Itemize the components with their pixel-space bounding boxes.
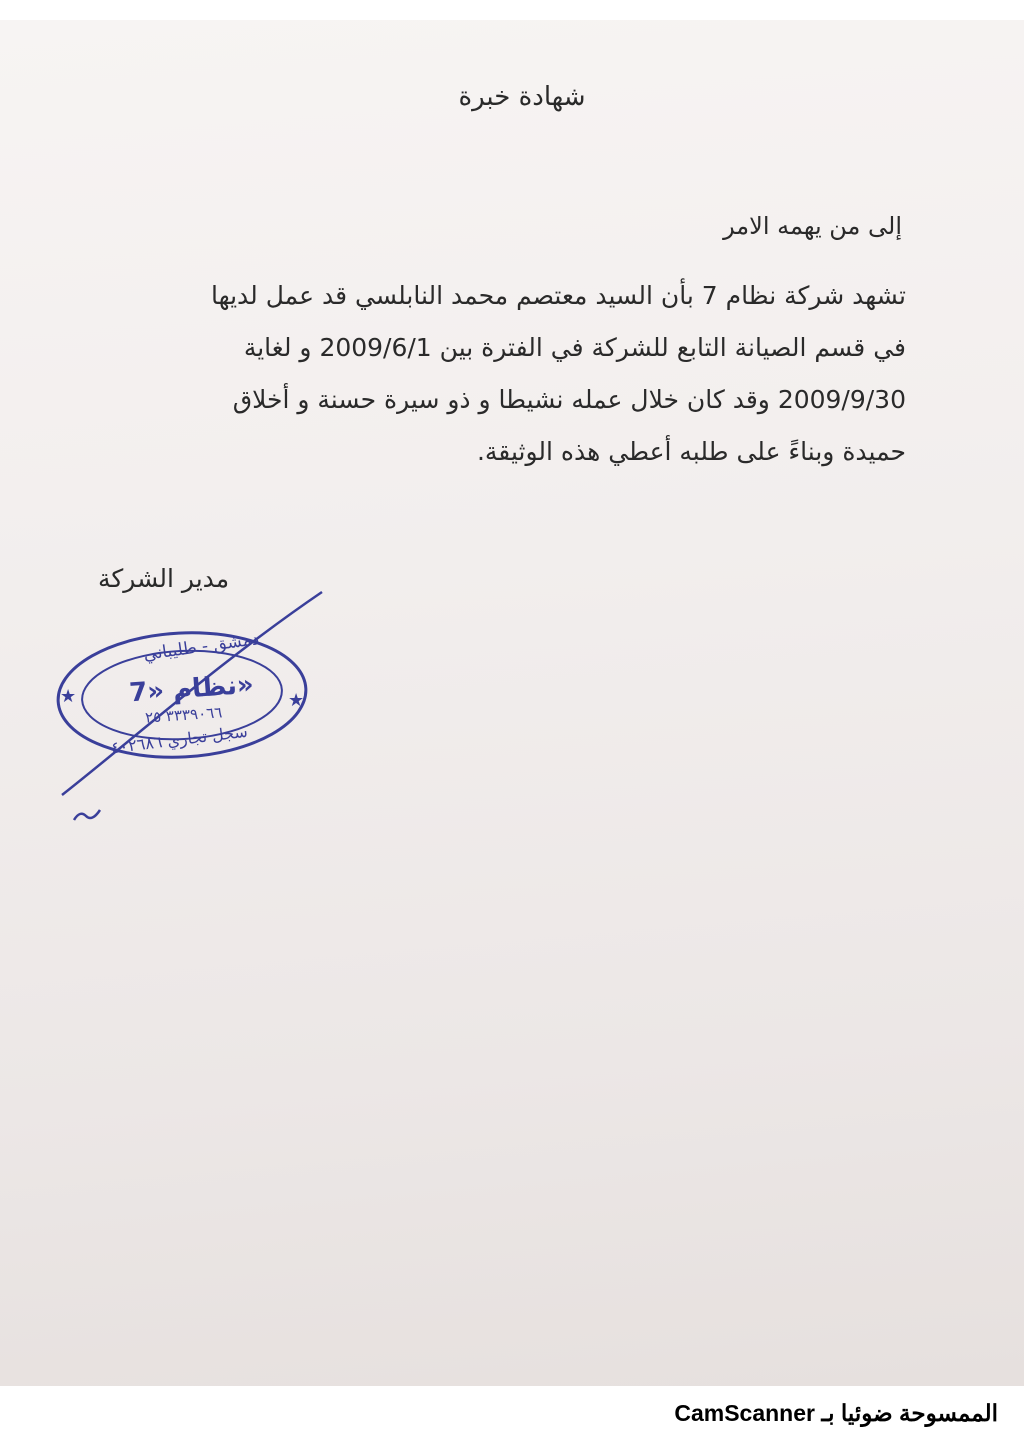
scanner-watermark-text: الممسوحة ضوئيا بـ CamScanner — [674, 1400, 998, 1426]
page-title: شهادة خبرة — [458, 82, 586, 112]
company-stamp — [52, 580, 332, 840]
scanner-footer — [0, 1386, 1024, 1449]
stamp-text-top: دمشق - طليباني — [142, 629, 261, 666]
salutation: إلى من يهمه الامر — [723, 212, 902, 240]
body-line: حميدة وبناءً على طلبه أعطي هذه الوثيقة. — [476, 437, 906, 466]
stamp-text-number: ٣٣٣٩٠٦٦ ٢٥ — [144, 703, 223, 727]
body-line: 2009/9/30 وقد كان خلال عمله نشيطا و ذو سيرة حسنة و أخلاق — [232, 385, 906, 414]
signature-flourish — [74, 810, 100, 820]
stamp-text-name: نظام «7» — [128, 669, 255, 709]
stamp-star: ★ — [288, 690, 305, 711]
body-line: تشهد شركة نظام 7 بأن السيد معتصم محمد النابلسي قد عمل لديها — [210, 281, 906, 310]
stamp-text-bottom: سجل تجاري ٤٠٢٦٨٦ — [109, 721, 249, 758]
body-line: في قسم الصيانة التابع للشركة في الفترة بين 2009/6/1 و لغاية — [243, 333, 906, 362]
stamp-star: ★ — [60, 686, 77, 707]
signature-title: مدير الشركة — [98, 564, 230, 593]
certificate-body — [106, 270, 906, 478]
scanned-page — [0, 20, 1024, 1386]
